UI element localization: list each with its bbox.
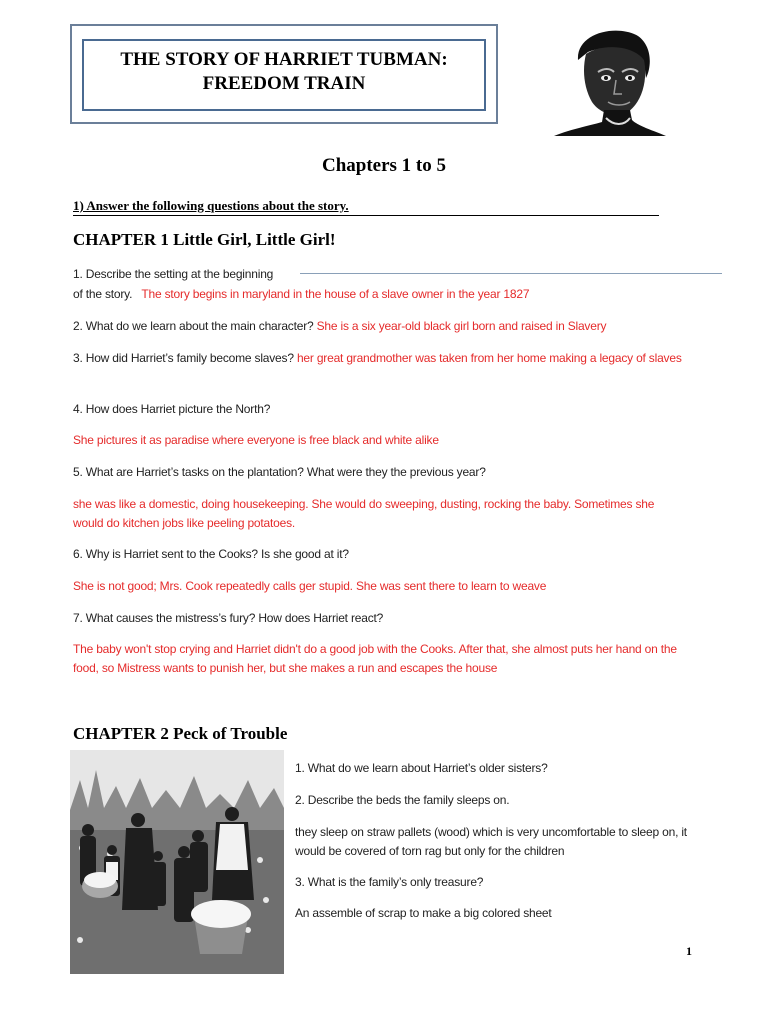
answer-1-2: She is a six year-old black girl born and raised in Slavery	[316, 319, 607, 333]
answer-1-7: The baby won't stop crying and Harriet didn't do a good job with the Cooks. After that, she almost puts her hand on the food, so Mistress wants to punish her, but she makes a run and escapes the house	[73, 642, 677, 675]
question-1-1: 1. Describe the setting at the beginning	[73, 267, 274, 281]
chapter-1-title: CHAPTER 1 Little Girl, Little Girl!	[73, 230, 336, 249]
answer-line	[300, 273, 722, 274]
question-2-3: 3. What is the family’s only treasure?	[295, 875, 484, 889]
title-box	[70, 24, 498, 124]
answer-1-3: her great grandmother was taken from her home making a legacy of slaves	[296, 351, 682, 365]
answer-1-5: she was like a domestic, doing housekeeping. She would do sweeping, dusting, rocking the baby. Sometimes she would do kitchen jobs like peeling potatoes.	[73, 497, 655, 530]
answer-1-6: She is not good; Mrs. Cook repeatedly calls ger stupid. She was sent there to learn to weave	[73, 579, 547, 593]
question-1-6: 6. Why is Harriet sent to the Cooks? Is she good at it?	[73, 547, 349, 561]
title-line-2: FREEDOM TRAIN	[202, 73, 366, 94]
chapters-heading: Chapters 1 to 5	[321, 155, 447, 176]
question-2-2: 2. Describe the beds the family sleeps on.	[295, 793, 510, 807]
question-1-1-continued	[73, 285, 698, 304]
harriet-tubman-portrait	[548, 22, 672, 136]
question-1-4: 4. How does Harriet picture the North?	[73, 402, 271, 416]
question-1-5: 5. What are Harriet’s tasks on the plantation? What were they the previous year?	[73, 465, 486, 479]
question-1-3-row	[73, 349, 701, 368]
question-1-3: 3. How did Harriet’s family become slaves?	[73, 351, 294, 365]
answer-2-2: they sleep on straw pallets (wood) which is very uncomfortable to sleep on, it would be covered of torn rag but only for the children	[295, 825, 687, 858]
instruction-line	[73, 198, 659, 216]
page-number: 1	[686, 944, 692, 958]
chapter-2-title: CHAPTER 2 Peck of Trouble	[73, 724, 288, 743]
question-1-1-part2: of the story.	[73, 287, 133, 301]
answer-1-1: The story begins in maryland in the house of a slave owner in the year 1827	[141, 287, 530, 301]
title-line-1: THE STORY OF HARRIET TUBMAN:	[120, 49, 448, 70]
answer-2-3: An assemble of scrap to make a big colored sheet	[295, 906, 552, 920]
question-1-2: 2. What do we learn about the main character?	[73, 319, 314, 333]
answer-1-4: She pictures it as paradise where everyone is free black and white alike	[73, 433, 439, 447]
cotton-field-photo	[70, 750, 284, 974]
question-2-1: 1. What do we learn about Harriet’s older sisters?	[295, 761, 548, 775]
instruction-text: 1) Answer the following questions about the story.	[73, 198, 349, 213]
question-1-2-row	[73, 317, 698, 336]
title-inner-frame	[82, 39, 486, 111]
question-1-7: 7. What causes the mistress’s fury? How does Harriet react?	[73, 611, 384, 625]
